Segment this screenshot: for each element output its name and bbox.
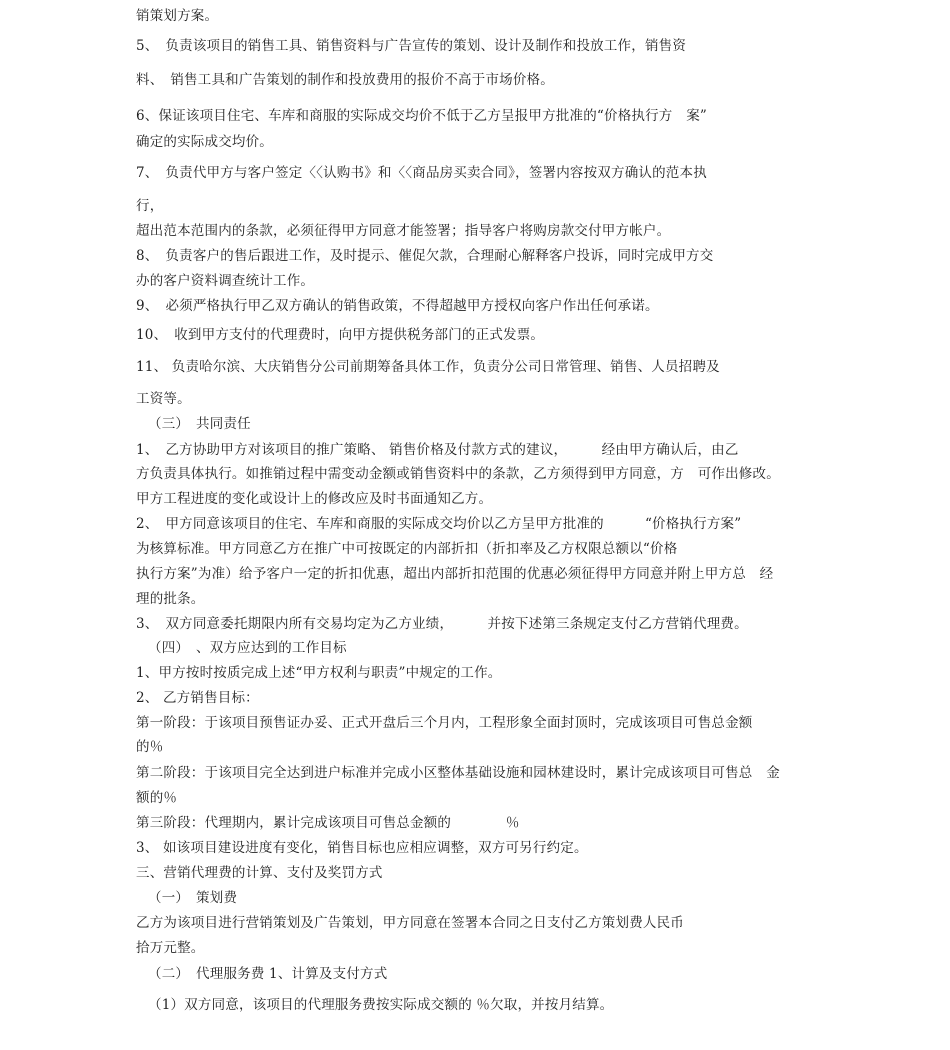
text-line: 8、 负责客户的售后跟进工作，及时提示、催促欠款，合理耐心解释客户投诉，同时完成甲方交 (136, 248, 714, 264)
section-heading: （一） 策划费 (148, 890, 238, 906)
text-line: 1、 乙方协助甲方对该项目的推广策略、 销售价格及付款方式的建议， 经由甲方确认后，由乙 (136, 442, 739, 458)
text-line: 方负责具体执行。如推销过程中需变动金额或销售资料中的条款，乙方须得到甲方同意，方 可作出修改。 (136, 466, 780, 482)
text-line: 行， (136, 198, 164, 214)
text-line: 7、 负责代甲方与客户签定〈〈认购书》和〈〈商品房买卖合同》，签署内容按双方确认的范本执 (136, 165, 707, 181)
text-line: 甲方工程进度的变化或设计上的修改应及时书面通知乙方。 (136, 491, 493, 507)
text-line: 3、 双方同意委托期限内所有交易均定为乙方业绩， 并按下述第三条规定支付乙方营销代理费。 (136, 616, 748, 632)
text-line: 工资等。 (136, 391, 191, 407)
text-line: 办的客户资料调查统计工作。 (136, 273, 315, 289)
text-line: 第一阶段：于该项目预售证办妥、正式开盘后三个月内，工程形象全面封顶时，完成该项目可售总金额 (136, 715, 753, 731)
section-heading: （三） 共同责任 (148, 416, 251, 432)
text-line: 9、 必须严格执行甲乙双方确认的销售政策，不得超越甲方授权向客户作出任何承诺。 (136, 298, 659, 314)
text-line: 乙方为该项目进行营销策划及广告策划，甲方同意在签署本合同之日支付乙方策划费人民币 (136, 915, 684, 931)
text-line: 料、 销售工具和广告策划的制作和投放费用的报价不高于市场价格。 (136, 72, 554, 88)
text-line: 超出范本范围内的条款，必须征得甲方同意才能签署；指导客户将购房款交付甲方帐户。 (136, 223, 671, 239)
text-line: 第二阶段：于该项目完全达到进户标准并完成小区整体基础设施和园林建设时，累计完成该项目可售总 金 (136, 765, 780, 781)
text-line: 5、 负责该项目的销售工具、销售资料与广告宣传的策划、设计及制作和投放工作，销售资 (136, 38, 687, 54)
text-line: 3、 如该项目建设进度有变化，销售目标也应相应调整，双方可另行约定。 (136, 840, 588, 856)
text-line: 执行方案”为准）给予客户一定的折扣优惠，超出内部折扣范围的优惠必须征得甲方同意并附上甲方总 经 (136, 566, 774, 582)
text-line: 第三阶段：代理期内，累计完成该项目可售总金额的 ％ (136, 815, 520, 831)
text-line: 10、 收到甲方支付的代理费时，向甲方提供税务部门的正式发票。 (136, 327, 545, 343)
text-line: 11、 负责哈尔滨、大庆销售分公司前期筹备具体工作，负责分公司日常管理、销售、人员招聘及 (136, 359, 720, 375)
text-line: 确定的实际成交均价。 (136, 134, 273, 150)
text-line: 6、保证该项目住宅、车库和商服的实际成交均价不低于乙方呈报甲方批准的“价格执行方 案” (136, 108, 707, 124)
text-line: 销策划方案。 (136, 8, 219, 24)
section-heading: （四） 、双方应达到的工作目标 (148, 640, 347, 656)
text-line: 2、 乙方销售目标： (136, 690, 259, 706)
text-line: 为核算标准。甲方同意乙方在推广中可按既定的内部折扣（折扣率及乙方权限总额以“价格 (136, 541, 678, 557)
section-heading: 三、营销代理费的计算、支付及奖罚方式 (136, 865, 383, 881)
text-line: 额的％ (136, 790, 178, 806)
text-line: 理的批条。 (136, 591, 205, 607)
text-line: 的％ (136, 739, 164, 755)
text-line: 拾万元整。 (136, 940, 205, 956)
text-line: 2、 甲方同意该项目的住宅、车库和商服的实际成交均价以乙方呈甲方批准的 “价格执行方案” (136, 516, 742, 532)
text-line: （1）双方同意，该项目的代理服务费按实际成交额的 ％欠取，并按月结算。 (148, 997, 614, 1013)
text-line: 1、甲方按时按质完成上述“甲方权利与职责”中规定的工作。 (136, 665, 502, 681)
section-heading: （二） 代理服务费 1、计算及支付方式 (148, 966, 388, 982)
